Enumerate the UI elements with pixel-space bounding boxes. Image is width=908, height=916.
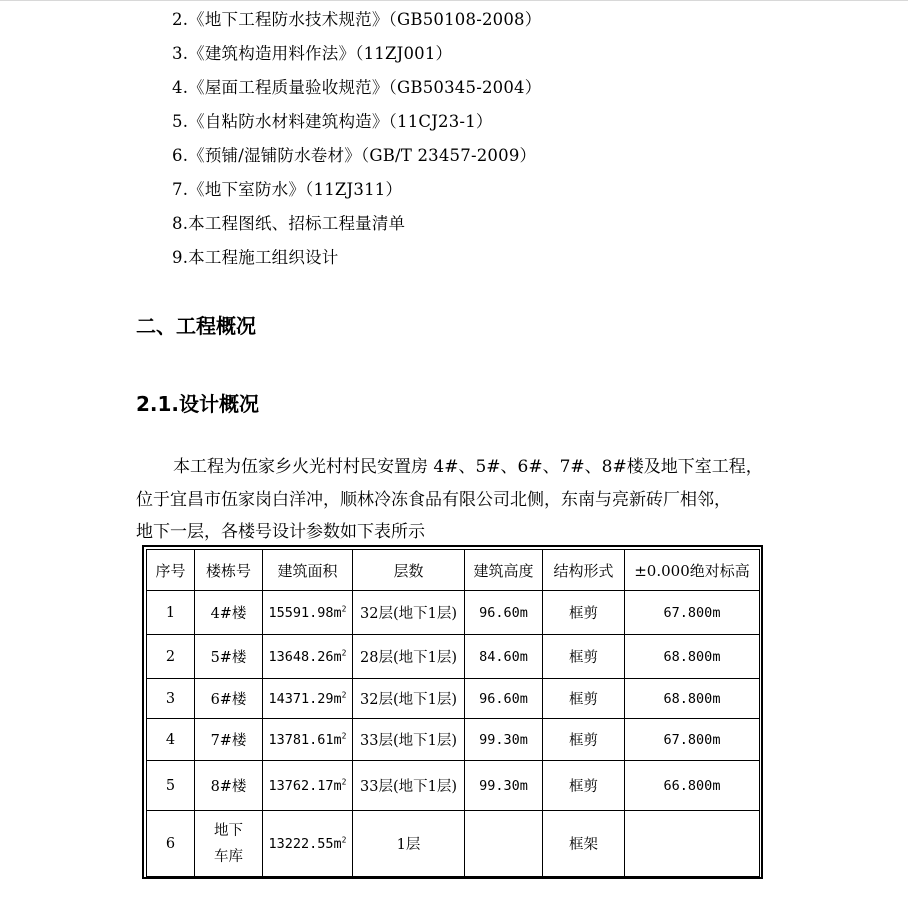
overview-paragraph: [136, 451, 786, 549]
table-row: [147, 811, 760, 877]
table-row: [147, 635, 760, 679]
cell-area: $15591.98m^2$: [263, 591, 353, 635]
cell-elevation: 68.800m: [625, 679, 760, 719]
cell-structure: 框剪: [543, 635, 625, 679]
cell-floors: 28层(地下1层): [353, 635, 465, 679]
table-header-row: [147, 550, 760, 591]
header-cell: 序号: [147, 550, 195, 591]
cell-height: [465, 811, 543, 877]
cell-building: 8#楼: [195, 761, 263, 811]
cell-no: 6: [147, 811, 195, 877]
table-row: [147, 761, 760, 811]
header-cell: 层数: [353, 550, 465, 591]
header-cell: ±0.000绝对标高: [625, 550, 760, 591]
cell-area: $13762.17m^2$: [263, 761, 353, 811]
cell-elevation: 66.800m: [625, 761, 760, 811]
cell-area: $13222.55m^2$: [263, 811, 353, 877]
top-rule: [0, 0, 908, 1]
cell-area: $13781.61m^2$: [263, 719, 353, 761]
cell-building: 地下 车库: [195, 811, 263, 877]
reference-item: 5.《自粘防水材料建筑构造》（11CJ23-1）: [172, 112, 493, 131]
paragraph-line: 本工程为伍家乡火光村村民安置房 4#、5#、6#、7#、8#楼及地下室工程，: [173, 457, 763, 477]
reference-item: 8.本工程图纸、招标工程量清单: [172, 214, 406, 233]
cell-structure: 框剪: [543, 591, 625, 635]
cell-height: 99.30m: [465, 761, 543, 811]
cell-floors: 33层(地下1层): [353, 719, 465, 761]
cell-building: 5#楼: [195, 635, 263, 679]
reference-list: [172, 6, 541, 278]
cell-elevation: 67.800m: [625, 591, 760, 635]
cell-area: $13648.26m^2$: [263, 635, 353, 679]
cell-height: 99.30m: [465, 719, 543, 761]
cell-elevation: [625, 811, 760, 877]
table-row: [147, 591, 760, 635]
cell-structure: 框剪: [543, 719, 625, 761]
reference-item: 2.《地下工程防水技术规范》（GB50108-2008）: [172, 10, 542, 29]
cell-no: 3: [147, 679, 195, 719]
cell-height: 96.60m: [465, 591, 543, 635]
cell-floors: 32层(地下1层): [353, 679, 465, 719]
cell-no: 5: [147, 761, 195, 811]
paragraph-line: 位于宜昌市伍家岗白洋冲，顺林冷冻食品有限公司北侧，东南与亮新砖厂相邻，: [136, 489, 731, 510]
section-heading: 二、工程概况: [136, 314, 256, 338]
cell-building: 4#楼: [195, 591, 263, 635]
reference-item: 7.《地下室防水》（11ZJ311）: [172, 180, 403, 199]
table-row: [147, 719, 760, 761]
reference-item: 4.《屋面工程质量验收规范》（GB50345-2004）: [172, 78, 542, 97]
cell-building: 7#楼: [195, 719, 263, 761]
cell-floors: 33层(地下1层): [353, 761, 465, 811]
cell-structure: 框架: [543, 811, 625, 877]
header-cell: 建筑高度: [465, 550, 543, 591]
header-cell: 楼栋号: [195, 550, 263, 591]
cell-structure: 框剪: [543, 679, 625, 719]
cell-no: 2: [147, 635, 195, 679]
reference-item: 9.本工程施工组织设计: [172, 248, 339, 267]
cell-height: 96.60m: [465, 679, 543, 719]
cell-elevation: 68.800m: [625, 635, 760, 679]
header-cell: 结构形式: [543, 550, 625, 591]
cell-height: 84.60m: [465, 635, 543, 679]
cell-no: 1: [147, 591, 195, 635]
design-parameters-table: [142, 545, 763, 879]
reference-item: 6.《预铺/湿铺防水卷材》（GB/T 23457-2009）: [172, 146, 537, 165]
cell-elevation: 67.800m: [625, 719, 760, 761]
table-row: [147, 679, 760, 719]
subsection-heading: 2.1.设计概况: [136, 392, 260, 416]
cell-floors: 1层: [353, 811, 465, 877]
paragraph-line: 地下一层，各楼号设计参数如下表所示: [136, 522, 425, 542]
cell-no: 4: [147, 719, 195, 761]
header-cell: 建筑面积: [263, 550, 353, 591]
cell-area: $14371.29m^2$: [263, 679, 353, 719]
cell-floors: 32层(地下1层): [353, 591, 465, 635]
reference-item: 3.《建筑构造用料作法》（11ZJ001）: [172, 44, 453, 63]
cell-structure: 框剪: [543, 761, 625, 811]
cell-building: 6#楼: [195, 679, 263, 719]
